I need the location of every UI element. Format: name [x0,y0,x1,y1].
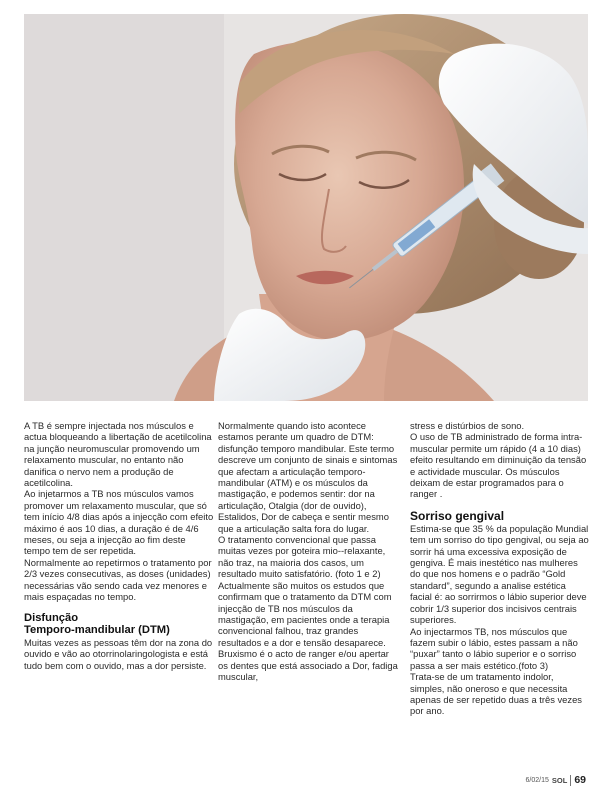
column-2 [218,420,400,682]
paragraph: Ao injectarmos TB, nos músculos que fazem subir o lábio, estes passam a não “puxar” tanto o lábio superior e o sorriso passa a ser mais estético.(foto 3) [410,625,578,671]
paragraph: stress e distúrbios de sono. [410,420,525,431]
paragraph: Muitas vezes as pessoas têm dor na zona do ouvido e vão ao otorrinolaringologista e está tudo bem com o ouvido, mas a dor persiste. [24,636,213,671]
paragraph: Ao injetarmos a TB nos músculos vamos promover um relaxamento muscular, que só tem início 4/8 dias após a injecção com efeito máximo é aos 10 dias, a duração é de 4/6 meses, ou seja a injecção ao fim deste tempo tem de ser repetida. [24,488,214,557]
column-1 [24,420,214,671]
paragraph: Normalmente quando isto acontece estamos perante um quadro de DTM: disfunção temporo mandibular. Este termo descreve um conjunto de sinais e sintomas que afectam a articulação temporo-mandibular (ATM) e os músculos da mastigação, e podemos sentir: dor na articulação, Otalgia (dor de ouvido), Estalidos, Dor de cabeça e sentir mesmo que a articulação salta fora do lugar. [218,420,398,534]
paragraph: Normalmente ao repetirmos o tratamento por 2/3 vezes consecutivas, as doses (unidades) necessárias vão sendo cada vez menores e mais espaçadas no tempo. [24,556,212,603]
article-photo [24,14,588,401]
page-number: 69 [574,774,586,786]
publication-name: SOL [551,775,568,785]
footer-divider [570,775,571,786]
column-3 [410,420,590,717]
face-injection-photo [24,14,588,401]
paragraph: Trata-se de um tratamento indolor, simples, não oneroso e que necessita apenas de ser repetido duas a três vezes por ano. [410,671,582,717]
page-footer [526,774,586,786]
paragraph: Bruxismo é o acto de ranger e/ou apertar os dentes que está associado a Dor, fadiga muscular, [218,648,398,682]
paragraph: Actualmente são muitos os estudos que confirmam que o tratamento da DTM com injecção de TB nos músculos da mastigação, em pacientes onde a terapia convencional falhou, traz grandes resultados e a dor e tensão desaparece. [218,579,392,648]
section-heading-dtm-line1: Disfunção [24,611,79,624]
paragraph: Estima-se que 35 % da população Mundial tem um sorriso do tipo gengival, ou seja ao sorrir há uma excessiva exposição de gengiva. É mais inestético nas mulheres do que nos homens e o padrão “Gold standard”, segundo a analise estética facial é: ao sorrirmos o lábio superior deve cobrir 1/3 superior dos incisivos centrais superiores. [410,522,589,626]
issue-date: 6/02/15 [525,776,549,784]
section-heading-dtm-line2: Temporo-mandibular (DTM) [24,624,170,637]
paragraph: A TB é sempre injectada nos músculos e actua bloqueando a libertação de acetilcolina na junção neuromuscular promovendo um relaxamento muscular, no entanto não danifica o nervo nem a produção de acetilcolina. [24,420,212,489]
paragraph: O tratamento convencional que passa muitas vezes por goteira mio--relaxante, não traz, na maioria dos casos, um resultado muito satisfatório. (foto 1 e 2) [218,534,386,580]
paragraph: O uso de TB administrado de forma intra-muscular permite um rápido (4 a 10 dias) efeito resultando em diminuição da tensão e actividade muscular. Os músculos deixam de estar programados para o ranger . [410,431,587,500]
section-heading-sorriso: Sorriso gengival [410,508,505,523]
